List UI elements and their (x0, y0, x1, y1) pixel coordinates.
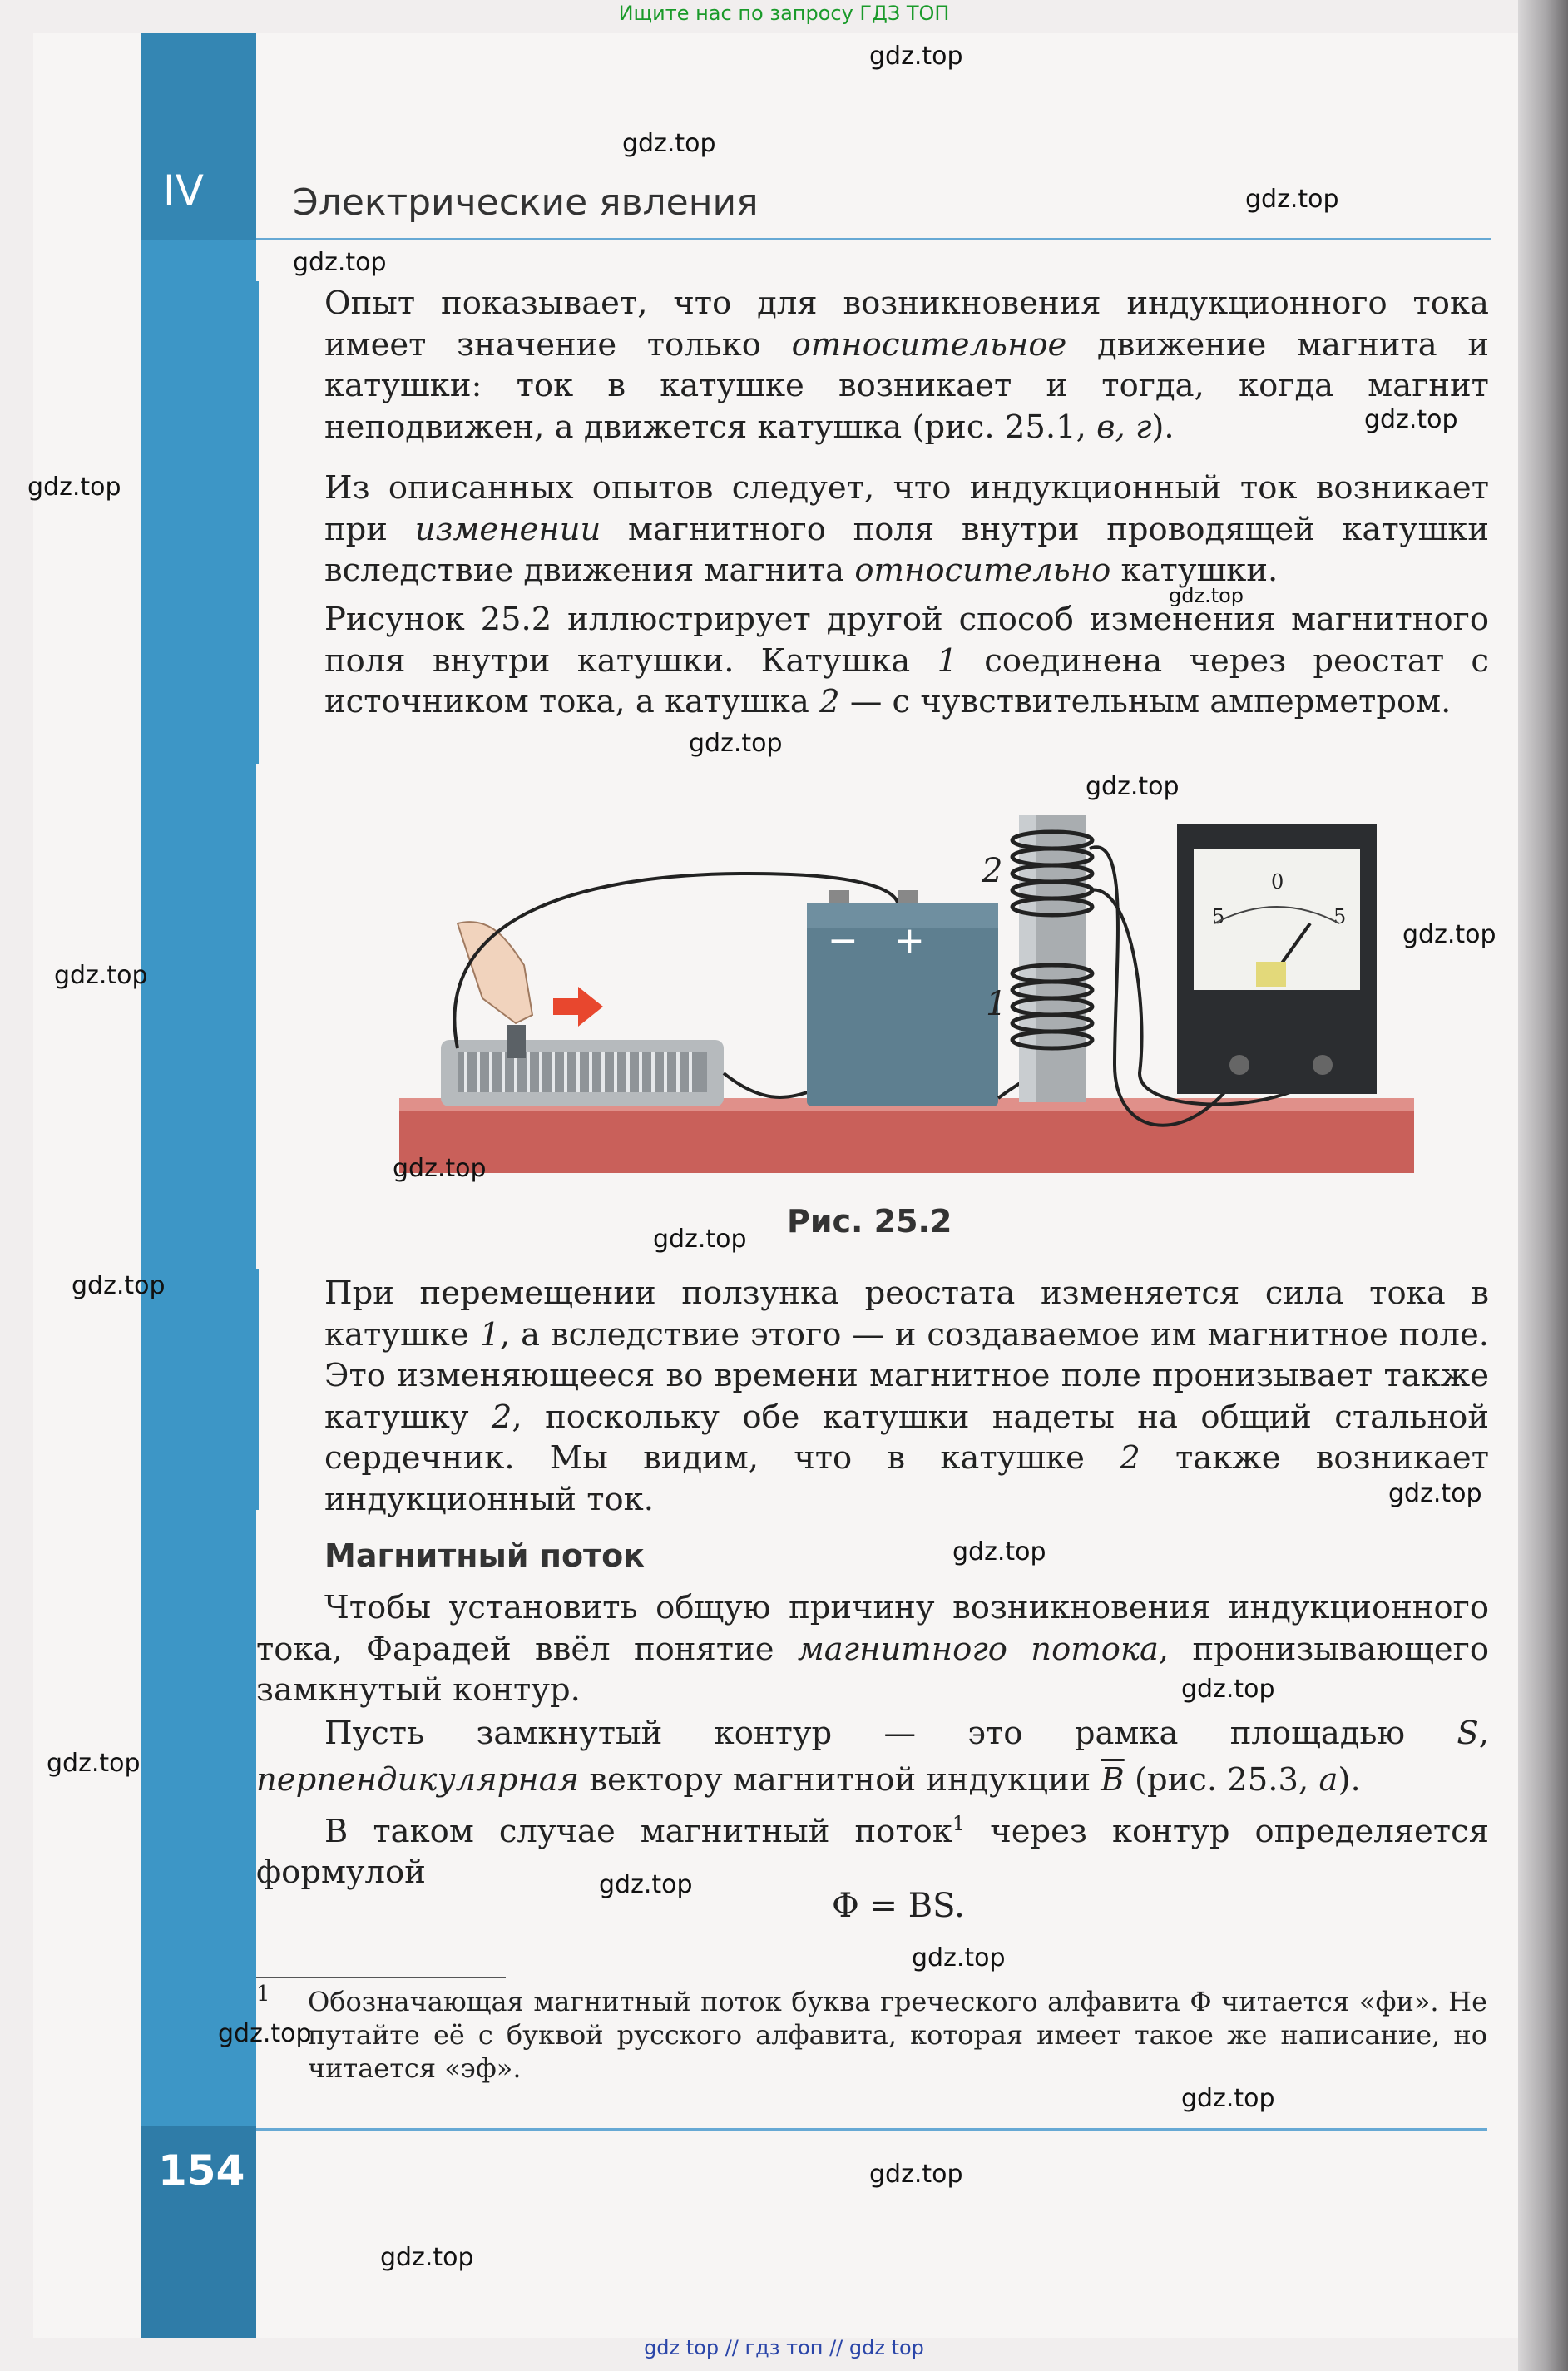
watermark[interactable]: gdz.top (952, 1537, 1046, 1567)
ammeter (1177, 824, 1377, 1094)
watermark[interactable]: gdz.top (47, 1749, 141, 1778)
watermark[interactable]: gdz.top (869, 2160, 963, 2189)
coil-label-1: 1 (986, 985, 1007, 1023)
watermark[interactable]: gdz.top (393, 1154, 487, 1183)
paragraph-1: Опыт показывает, что для возникновения индукционного тока имеет значение только относительное движение магнита и катушки: ток в катушке возникает и тогда, когда магнит неподвижен, а движется катушка (рис. 25.1, в, г). (324, 285, 1489, 446)
watermark[interactable]: gdz.top (599, 1870, 693, 1899)
chapter-title: Электрические явления (293, 181, 759, 224)
watermark[interactable]: gdz.top (27, 473, 121, 502)
wire (724, 1073, 815, 1097)
watermark[interactable]: gdz.top (912, 1943, 1006, 1973)
side-color-bar (141, 33, 256, 2338)
figure-caption: Рис. 25.2 (787, 1203, 952, 1240)
watermark[interactable]: gdz.top (1402, 920, 1496, 949)
paragraph-margin-line (255, 281, 259, 764)
circuit-illustration (399, 799, 1431, 1181)
page-number: 154 (158, 2146, 245, 2195)
paragraph-2: Из описанных опытов следует, что индукционный ток возникает при изменении магнитного поля внутри проводящей катушки вследствие движения магнита относительно катушки. (324, 469, 1489, 589)
watermark[interactable]: gdz.top (218, 2019, 312, 2048)
watermark[interactable]: gdz.top (1245, 185, 1339, 214)
watermark[interactable]: gdz.top (622, 129, 716, 158)
book-spine (1518, 0, 1568, 2371)
rheostat (441, 1025, 724, 1106)
paragraph-4: При перемещении ползунка реостата изменяется сила тока в катушке 1, а вследствие этого — и создаваемое им магнитное поле. Это изменяющееся во времени магнитное поле пронизывает также катушку 2, поскольку обе катушки надеты на общий стальной сердечник. Мы видим, что в катушке 2 также возникает индукционный ток. (324, 1275, 1490, 1518)
figure-25-2 (399, 799, 1431, 1181)
watermark[interactable]: gdz.top (380, 2243, 474, 2272)
bottom-banner[interactable]: gdz top // гдз топ // gdz top (644, 2336, 924, 2359)
watermark[interactable]: gdz.top (72, 1271, 166, 1300)
watermark[interactable]: gdz.top (1388, 1479, 1482, 1508)
vector-b: $\overline{B}$ (1101, 1761, 1125, 1799)
battery-plus: + (894, 919, 925, 962)
rheostat-slider (507, 1025, 526, 1058)
footnote-text: Обозначающая магнитный поток буква греческого алфавита Φ читается «фи». Не путайте её с буквой русского алфавита, которая имеет такое же написание, но читается «эф». (308, 1986, 1487, 2084)
watermark[interactable]: gdz.top (653, 1225, 747, 1254)
watermark[interactable]: gdz.top (1364, 405, 1458, 434)
battery (807, 890, 998, 1106)
ammeter-scale-right: 5 (1333, 905, 1347, 928)
footer-divider (256, 2128, 1487, 2131)
paragraph-5: Чтобы установить общую причину возникновения индукционного тока, Фарадей ввёл понятие магнитного потока, пронизывающего замкнутый контур. (256, 1589, 1490, 1709)
paragraph-6: Пусть замкнутый контур — это рамка площадью S, перпендикулярная вектору магнитной индукции $\overline{B}$ (рис. 25.3, а). (256, 1715, 1489, 1799)
ammeter-scale-zero: 0 (1271, 870, 1284, 893)
paragraph-3: Рисунок 25.2 иллюстрирует другой способ изменения магнитного поля внутри катушки. Катушка 1 соединена через реостат с источником тока, а катушка 2 — с чувствительным амперметром. (324, 601, 1489, 720)
watermark[interactable]: gdz.top (689, 729, 783, 758)
coil-label-2: 2 (982, 852, 1003, 890)
ammeter-scale-left: 5 (1212, 905, 1225, 928)
watermark[interactable]: gdz.top (54, 961, 148, 990)
paragraph-7: В таком случае магнитный поток$^1$ через контур определяется формулой (256, 1812, 1489, 1892)
watermark[interactable]: gdz.top (869, 42, 963, 71)
footnote-divider (256, 1977, 506, 1978)
watermark[interactable]: gdz.top (1181, 1675, 1275, 1704)
section-heading: Магнитный поток (324, 1537, 645, 1574)
watermark[interactable]: gdz.top (1181, 2084, 1275, 2113)
formula: Φ = BS. (832, 1887, 965, 1925)
hand-illustration (458, 922, 532, 1023)
top-banner[interactable]: Ищите нас по запросу ГДЗ ТОП (618, 2, 950, 25)
header-divider (256, 238, 1491, 240)
watermark[interactable]: gdz.top (293, 248, 387, 277)
battery-minus: − (828, 919, 858, 962)
chapter-number: IV (163, 166, 204, 215)
paragraph-margin-line (255, 1269, 259, 1510)
watermark[interactable]: gdz.top (1169, 584, 1244, 607)
footnote-mark: 1 (256, 1982, 270, 2007)
move-arrow-icon (553, 987, 603, 1027)
watermark[interactable]: gdz.top (1086, 772, 1180, 801)
